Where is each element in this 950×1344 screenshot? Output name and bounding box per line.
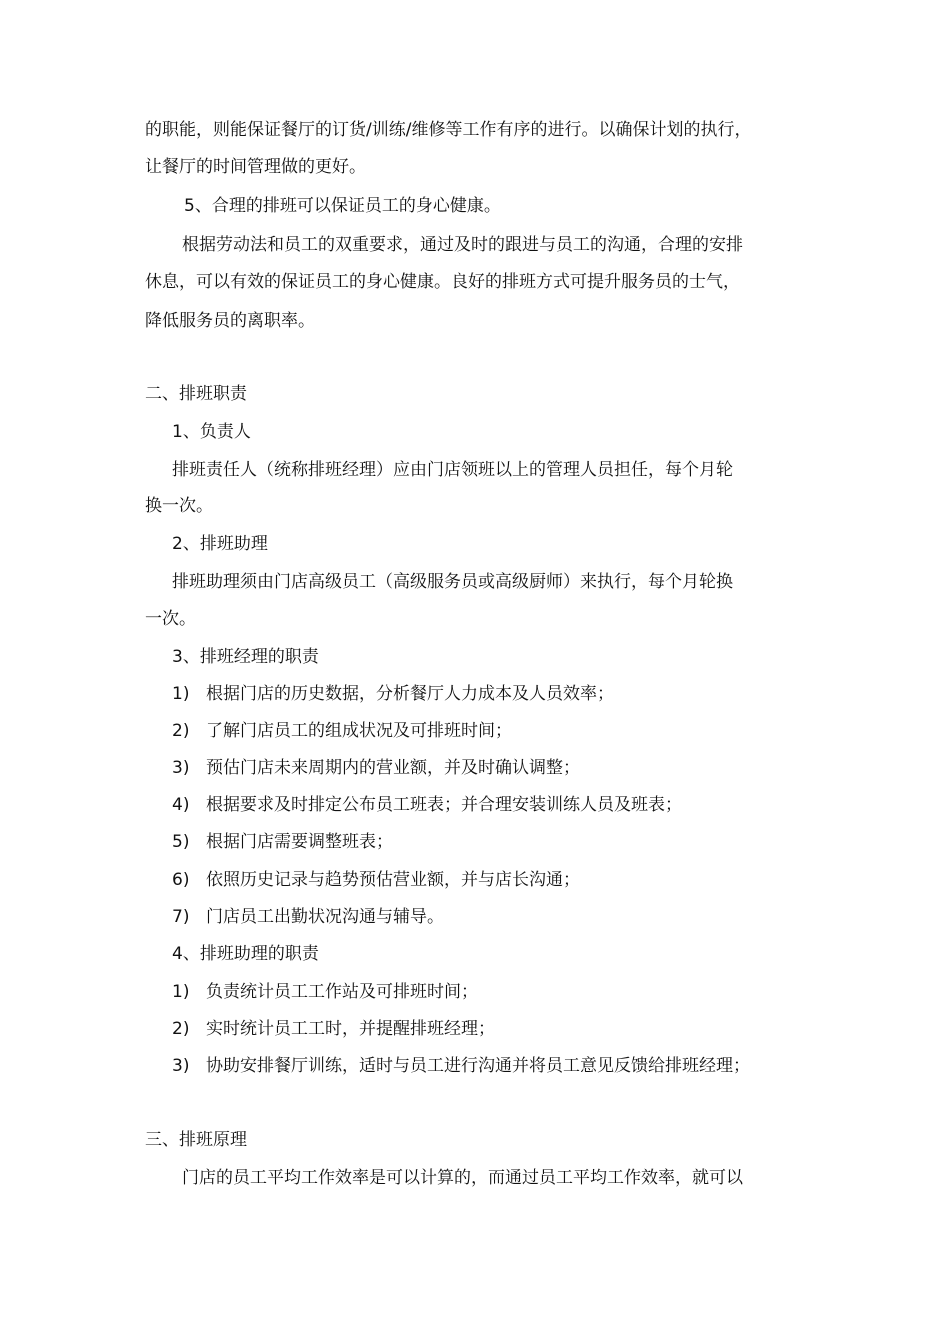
- list-item-text: 预估门店未来周期内的营业额，并及时确认调整；: [206, 758, 580, 778]
- section3-title: 三、排班原理: [145, 1130, 247, 1150]
- list-item-text: 根据门店需要调整班表；: [206, 832, 393, 852]
- point5-para-line-2: 休息，可以有效的保证员工的身心健康。良好的排班方式可提升服务员的士气，: [145, 272, 740, 292]
- list-item-number: 3): [172, 1056, 190, 1076]
- section2-sub1-line-2: 换一次。: [145, 496, 213, 516]
- intro-line-2: 让餐厅的时间管理做的更好。: [145, 157, 366, 177]
- list-item-text: 根据门店的历史数据，分析餐厅人力成本及人员效率；: [206, 684, 614, 704]
- section2-sub3: 3、排班经理的职责: [172, 647, 319, 667]
- section2-sub1-line-1: 排班责任人（统称排班经理）应由门店领班以上的管理人员担任，每个月轮: [172, 460, 733, 480]
- section2-sub2-line-1: 排班助理须由门店高级员工（高级服务员或高级厨师）来执行，每个月轮换: [172, 572, 733, 592]
- section2-sub2: 2、排班助理: [172, 534, 268, 554]
- section2-title: 二、排班职责: [145, 384, 247, 404]
- list-item-number: 1): [172, 684, 190, 704]
- list-item-text: 根据要求及时排定公布员工班表；并合理安装训练人员及班表；: [206, 795, 682, 815]
- list-item-number: 5): [172, 832, 190, 852]
- section2-sub1: 1、负责人: [172, 422, 251, 442]
- intro-line-1: 的职能，则能保证餐厅的订货/训练/维修等工作有序的进行。以确保计划的执行，: [145, 120, 752, 140]
- list-item-text: 实时统计员工工时，并提醒排班经理；: [206, 1019, 495, 1039]
- list-item-text: 门店员工出勤状况沟通与辅导。: [206, 907, 444, 927]
- point5-para-line-1: 根据劳动法和员工的双重要求，通过及时的跟进与员工的沟通，合理的安排: [182, 235, 743, 255]
- list-item-number: 1): [172, 982, 190, 1002]
- list-item-number: 3): [172, 758, 190, 778]
- list-item-number: 2): [172, 1019, 190, 1039]
- list-item-number: 2): [172, 721, 190, 741]
- point5-para-line-3: 降低服务员的离职率。: [145, 311, 315, 331]
- list-item-number: 6): [172, 870, 190, 890]
- section2-sub4: 4、排班助理的职责: [172, 944, 319, 964]
- section3-para-line-1: 门店的员工平均工作效率是可以计算的，而通过员工平均工作效率，就可以: [182, 1168, 743, 1188]
- list-item-number: 7): [172, 907, 190, 927]
- list-item-text: 负责统计员工工作站及可排班时间；: [206, 982, 478, 1002]
- list-item-number: 4): [172, 795, 190, 815]
- section2-sub2-line-2: 一次。: [145, 609, 196, 629]
- point5-heading: 5、合理的排班可以保证员工的身心健康。: [184, 196, 501, 216]
- list-item-text: 依照历史记录与趋势预估营业额，并与店长沟通；: [206, 870, 580, 890]
- list-item-text: 协助安排餐厅训练，适时与员工进行沟通并将员工意见反馈给排班经理；: [206, 1056, 750, 1076]
- list-item-text: 了解门店员工的组成状况及可排班时间；: [206, 721, 512, 741]
